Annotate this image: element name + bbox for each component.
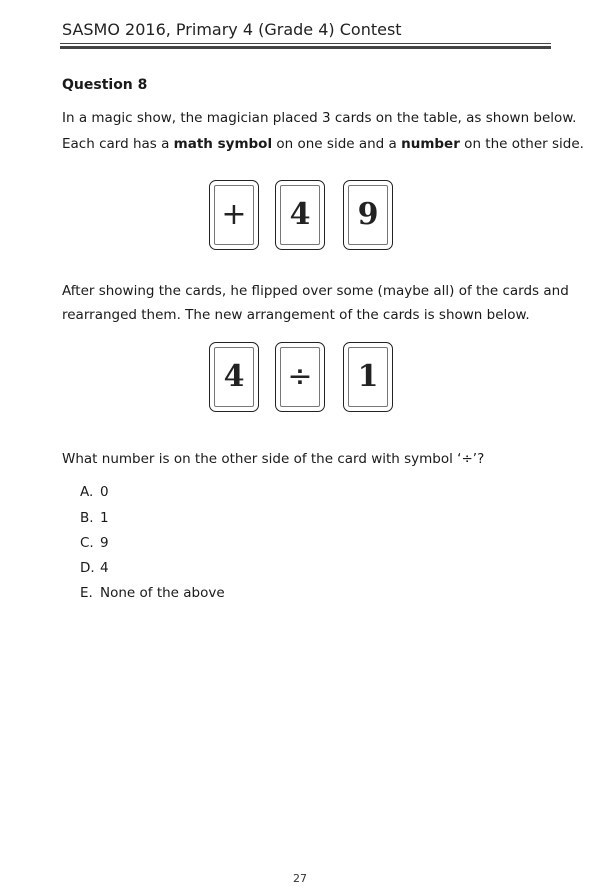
header-rule-thin bbox=[60, 43, 551, 44]
intro-line-2-part1: Each card has a bbox=[62, 136, 174, 152]
card-initial-2 bbox=[275, 180, 325, 250]
option-a-text: 0 bbox=[100, 484, 109, 500]
question-prompt: What number is on the other side of the card with symbol ‘÷’? bbox=[62, 451, 485, 467]
card-initial-3 bbox=[343, 180, 393, 250]
option-b-letter: B. bbox=[80, 510, 94, 526]
card-rearranged-3-glyph: 1 bbox=[357, 359, 379, 394]
option-c bbox=[80, 535, 109, 551]
option-d-text: 4 bbox=[100, 560, 109, 576]
intro-line-2-part3: on the other side. bbox=[459, 136, 584, 152]
option-a bbox=[80, 484, 109, 500]
card-rearranged-1 bbox=[209, 342, 259, 412]
option-b-text: 1 bbox=[100, 510, 109, 526]
card-initial-2-glyph: 4 bbox=[289, 197, 311, 232]
middle-line-2: rearranged them. The new arrangement of the cards is shown below. bbox=[62, 307, 530, 323]
card-initial-3-glyph: 9 bbox=[357, 197, 379, 232]
option-c-letter: C. bbox=[80, 535, 94, 551]
option-e bbox=[80, 585, 225, 601]
option-c-text: 9 bbox=[100, 535, 109, 551]
intro-line-2-bold-math-symbol: math symbol bbox=[173, 136, 273, 152]
option-d bbox=[80, 560, 109, 576]
option-b bbox=[80, 510, 109, 526]
page-number: 27 bbox=[293, 872, 307, 885]
card-rearranged-2-glyph: ÷ bbox=[287, 359, 313, 394]
intro-line-1: In a magic show, the magician placed 3 cards on the table, as shown below. bbox=[62, 110, 577, 126]
header-title: SASMO 2016, Primary 4 (Grade 4) Contest bbox=[62, 20, 402, 39]
intro-line-2-part2: on one side and a bbox=[272, 136, 402, 152]
question-heading: Question 8 bbox=[62, 77, 148, 93]
intro-line-2-bold-number: number bbox=[401, 136, 460, 152]
card-initial-1-glyph: + bbox=[221, 197, 247, 232]
option-e-text: None of the above bbox=[100, 585, 225, 601]
middle-line-1: After showing the cards, he flipped over some (maybe all) of the cards and bbox=[62, 283, 569, 299]
card-rearranged-3 bbox=[343, 342, 393, 412]
card-rearranged-1-glyph: 4 bbox=[223, 359, 245, 394]
card-rearranged-2 bbox=[275, 342, 325, 412]
card-initial-1 bbox=[209, 180, 259, 250]
option-d-letter: D. bbox=[80, 560, 95, 576]
intro-line-2 bbox=[62, 136, 584, 152]
option-a-letter: A. bbox=[80, 484, 94, 500]
header-rule-thick bbox=[60, 46, 551, 49]
option-e-letter: E. bbox=[80, 585, 93, 601]
